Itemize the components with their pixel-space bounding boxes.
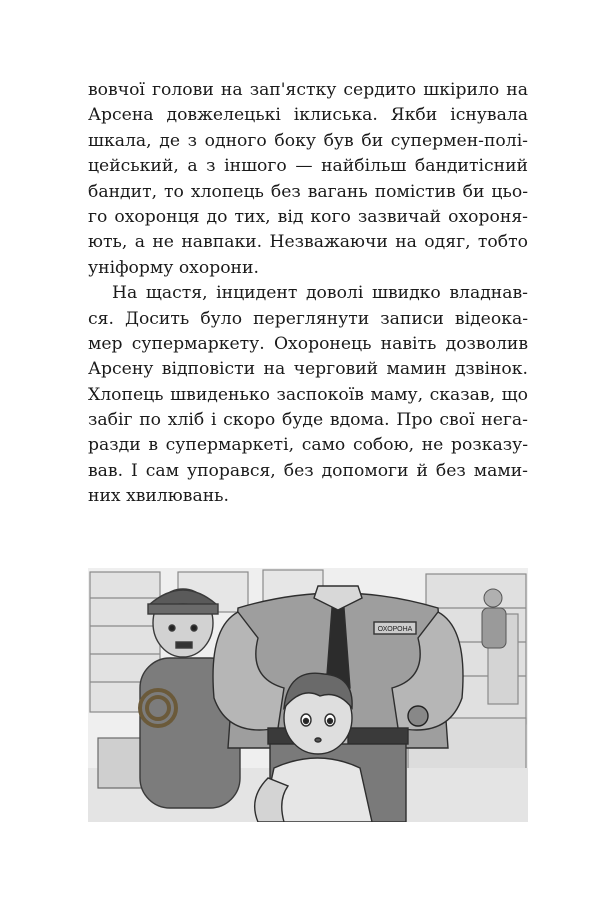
text-line: ють, а не навпаки. Незважаючи на одяг, тобто <box>88 232 528 253</box>
text-line: Арсену відповісти на черговий мамин дзвінок. <box>88 359 528 380</box>
text-line: вовчої голови на зап'ястку сердито шкірило на <box>88 80 528 100</box>
text-line: бандит, то хлопець без вагань помістив би цьо- <box>88 181 528 202</box>
text-line: вав. І сам упорався, без допомоги й без мами- <box>88 460 528 481</box>
paragraph-1 <box>88 78 528 281</box>
paragraph-2 <box>88 281 528 510</box>
text-line: уніформу охорони. <box>88 257 259 278</box>
text-line: разди в супермаркеті, само собою, не розказу- <box>88 435 528 456</box>
text-line: го охоронця до тих, від кого зазвичай охороня- <box>88 206 528 227</box>
text-line: забіг по хліб і скоро буде вдома. Про свої нега- <box>88 410 528 431</box>
text-line: мер супермаркету. Охоронець навіть дозволив <box>88 333 528 354</box>
text-line: На щастя, інцидент доволі швидко владнав- <box>112 283 528 304</box>
illustration-guards-and-boy <box>88 568 528 822</box>
background-shopper <box>482 589 506 648</box>
body-text <box>88 78 528 510</box>
text-line: Арсена довжелецькі іклиська. Якби існувала <box>88 105 528 126</box>
text-line: Хлопець швиденько заспокоїв маму, сказав, що <box>88 384 528 405</box>
guard-badge-text: ОХОРОНА <box>377 626 413 633</box>
text-line: шкала, де з одного боку був би супермен-полі- <box>88 130 528 151</box>
text-line: цейський, а з іншого — найбільш бандитісний <box>88 156 528 177</box>
text-line: них хвилювань. <box>88 486 229 507</box>
text-line: ся. Досить було переглянути записи відеока- <box>88 308 528 329</box>
